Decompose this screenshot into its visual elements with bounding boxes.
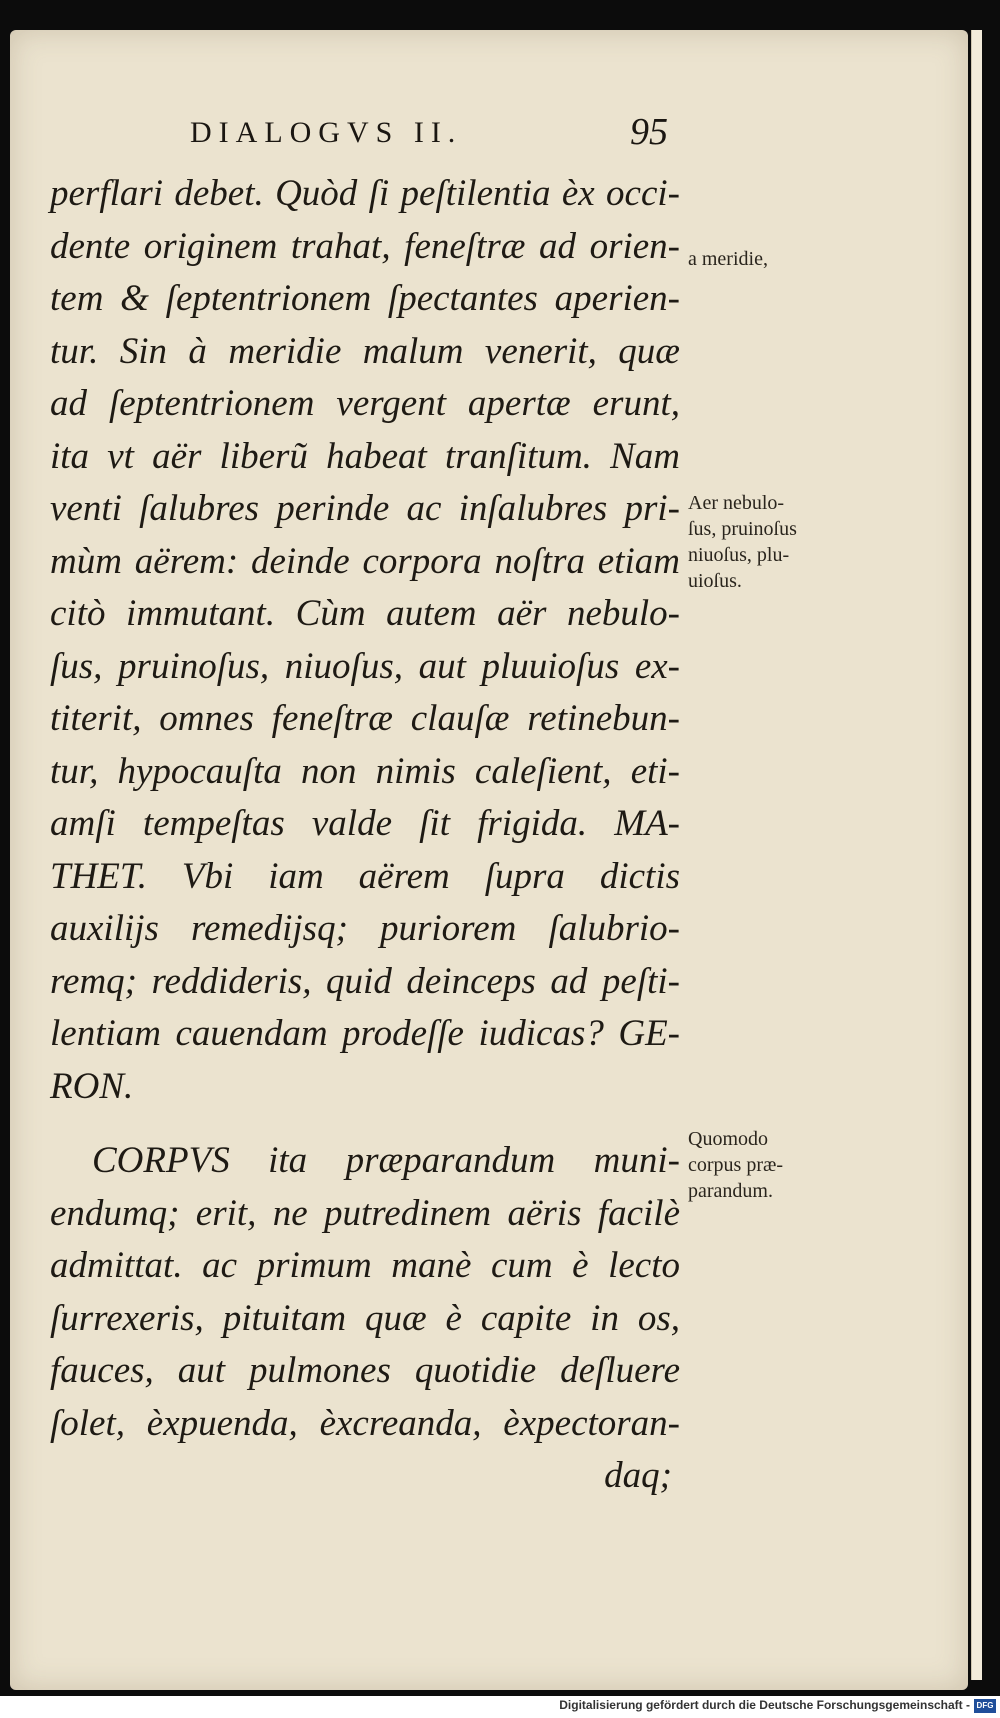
margin-note-line: uioſus. <box>688 570 742 592</box>
text-line: amſi tempeſtas valde ſit frigida. MA- <box>50 803 680 844</box>
text-line: fauces, aut pulmones quotidie deſluere <box>50 1350 680 1391</box>
text-line: ſurrexeris, pituitam quæ è capite in os, <box>50 1297 680 1339</box>
text-line: RON. <box>50 1065 134 1107</box>
text-line: endumq; erit, ne putredinem aëris facilè <box>50 1192 680 1234</box>
text-line: perflari debet. Quòd ſi peſtilentia èx occi- <box>50 173 680 214</box>
running-head <box>180 111 680 160</box>
text-line: admittat. ac primum manè cum è lecto <box>50 1245 680 1286</box>
margin-note-corpus <box>688 1126 868 1204</box>
text-line: ſus, pruinoſus, niuoſus, aut pluuioſus ex- <box>50 645 680 687</box>
paragraph-gap <box>50 1113 680 1135</box>
text-line: mùm aërem: deinde corpora noſtra etiam <box>50 540 680 582</box>
margin-note-line: parandum. <box>688 1180 773 1202</box>
footer-bar <box>0 1696 1000 1718</box>
text-line: CORPVS ita præparandum muni- <box>92 1140 680 1181</box>
text-line: tem & ſeptentrionem ſpectantes aperien- <box>50 278 680 319</box>
text-line: auxilijs remedijsq; puriorem ſalubrio- <box>50 908 680 949</box>
text-line: remq; reddideris, quid deinceps ad peſti- <box>50 960 680 1002</box>
margin-note-line: a meridie, <box>688 248 768 270</box>
running-title: DIALOGVS II. <box>190 116 463 149</box>
page-number: 95 <box>630 111 668 153</box>
margin-note-line: corpus præ- <box>688 1154 783 1176</box>
text-line: THET. Vbi iam aërem ſupra dictis <box>50 855 680 897</box>
text-line: titerit, omnes feneſtræ clauſæ retinebun- <box>50 698 680 739</box>
text-line: venti ſalubres perinde ac inſalubres pri- <box>50 488 680 529</box>
catchword: daq; <box>604 1455 672 1496</box>
text-line: ſolet, èxpuenda, èxcreanda, èxpectoran- <box>50 1402 680 1444</box>
dfg-logo-icon: DFG <box>974 1699 996 1713</box>
margin-note-line: Aer nebulo- <box>688 492 785 514</box>
text-line: citò immutant. Cùm autem aër nebulo- <box>50 593 680 634</box>
text-line: dente originem trahat, feneſtræ ad orien- <box>50 225 680 267</box>
text-line: ita vt aër liberũ habeat tranſitum. Nam <box>50 435 680 477</box>
margin-note-meridie <box>688 246 868 272</box>
page-edge <box>971 30 982 1680</box>
margin-note-line: niuoſus, plu- <box>688 544 790 566</box>
text-line: tur. Sin à meridie malum venerit, quæ <box>50 330 680 372</box>
margin-note-line: ſus, pruinoſus <box>688 518 797 540</box>
text-line: lentiam cauendam prodeſſe iudicas? GE- <box>50 1013 680 1054</box>
body-text <box>50 168 680 1503</box>
margin-note-line: Quomodo <box>688 1128 768 1150</box>
text-line: ad ſeptentrionem vergent apertæ erunt, <box>50 383 680 424</box>
margin-note-aer <box>688 490 868 594</box>
text-line: tur, hypocauſta non nimis caleſient, eti- <box>50 750 680 792</box>
funding-credit: Digitalisierung gefördert durch die Deutsche Forschungsgemeinschaft - <box>559 1698 970 1712</box>
